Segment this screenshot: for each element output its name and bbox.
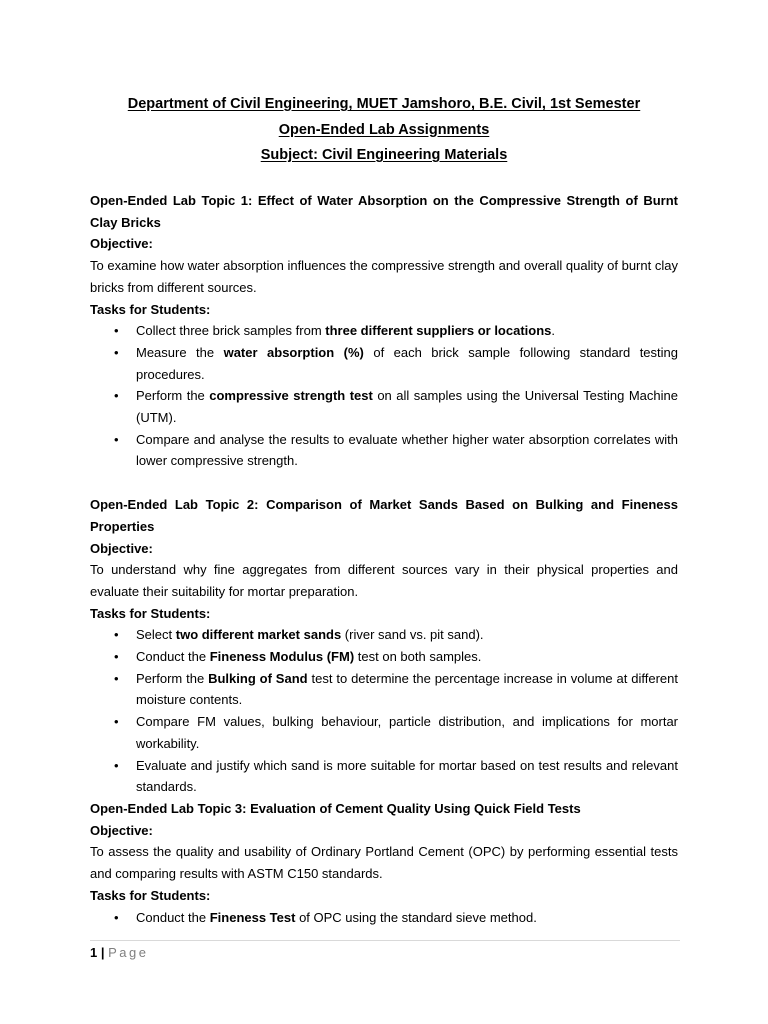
bullet-icon: • xyxy=(114,714,119,730)
bullet-icon: • xyxy=(114,757,119,773)
bullet-icon: • xyxy=(114,909,119,925)
topic-1-title: Open-Ended Lab Topic 1: Effect of Water Absorption on the Compressive Strength of Burnt Clay Bricks xyxy=(90,193,678,230)
page-footer xyxy=(90,940,680,960)
document-header xyxy=(90,92,678,169)
bullet-icon: • xyxy=(114,627,119,643)
department-heading: Department of Civil Engineering, MUET Jamshoro, B.E. Civil, 1st Semester xyxy=(127,96,641,112)
bullet-icon: • xyxy=(114,431,119,447)
task-item: • Collect three brick samples from three different suppliers or locations. xyxy=(90,320,678,342)
topic-2-objective: To understand why fine aggregates from different sources vary in their physical properties and evaluate their suitability for mortar preparation. xyxy=(90,562,678,599)
task-item: • Evaluate and justify which sand is more suitable for mortar based on test results and relevant standards. xyxy=(90,755,678,798)
task-item: • Conduct the Fineness Test of OPC using the standard sieve method. xyxy=(90,907,678,929)
bullet-icon: • xyxy=(114,388,119,404)
topic-1-objective: To examine how water absorption influences the compressive strength and overall quality of burnt clay bricks from different sources. xyxy=(90,258,678,295)
topic-3-tasks-label: Tasks for Students: xyxy=(90,887,211,903)
topic-2-objective-label: Objective: xyxy=(90,540,153,556)
topic-3-task-list xyxy=(90,907,678,929)
task-item: • Perform the Bulking of Sand test to determine the percentage increase in volume at different moisture contents. xyxy=(90,668,678,711)
bullet-icon: • xyxy=(114,670,119,686)
topic-1-objective-label: Objective: xyxy=(90,236,153,252)
topic-2-title: Open-Ended Lab Topic 2: Comparison of Market Sands Based on Bulking and Fineness Properties xyxy=(90,497,678,534)
assignment-heading: Open-Ended Lab Assignments xyxy=(278,121,490,138)
bullet-icon: • xyxy=(114,344,119,360)
topic-1-task-list xyxy=(90,320,678,472)
footer-separator: | xyxy=(97,945,109,960)
page-number: 1 xyxy=(90,945,98,960)
topic-3-objective-label: Objective: xyxy=(90,822,153,838)
task-item: • Measure the water absorption (%) of each brick sample following standard testing procedures. xyxy=(90,342,678,385)
task-item: • Conduct the Fineness Modulus (FM) test on both samples. xyxy=(90,646,678,668)
topic-3-title: Open-Ended Lab Topic 3: Evaluation of Cement Quality Using Quick Field Tests xyxy=(90,800,581,816)
task-item: • Compare FM values, bulking behaviour, particle distribution, and implications for mortar workability. xyxy=(90,711,678,754)
topic-2-task-list xyxy=(90,624,678,798)
document-body xyxy=(90,190,678,928)
section-spacer xyxy=(90,472,678,494)
bullet-icon: • xyxy=(114,649,119,665)
topic-2-tasks-label: Tasks for Students: xyxy=(90,605,211,621)
task-item: • Perform the compressive strength test on all samples using the Universal Testing Machine (UTM). xyxy=(90,385,678,428)
task-item: • Compare and analyse the results to evaluate whether higher water absorption correlates with lower compressive strength. xyxy=(90,429,678,472)
task-item: • Select two different market sands (river sand vs. pit sand). xyxy=(90,624,678,646)
page-label: Page xyxy=(108,945,149,960)
topic-1-tasks-label: Tasks for Students: xyxy=(90,301,211,317)
topic-3-objective: To assess the quality and usability of Ordinary Portland Cement (OPC) by performing essential tests and comparing results with ASTM C150 standards. xyxy=(90,844,678,882)
subject-heading: Subject: Civil Engineering Materials xyxy=(260,147,508,163)
bullet-icon: • xyxy=(114,323,119,339)
